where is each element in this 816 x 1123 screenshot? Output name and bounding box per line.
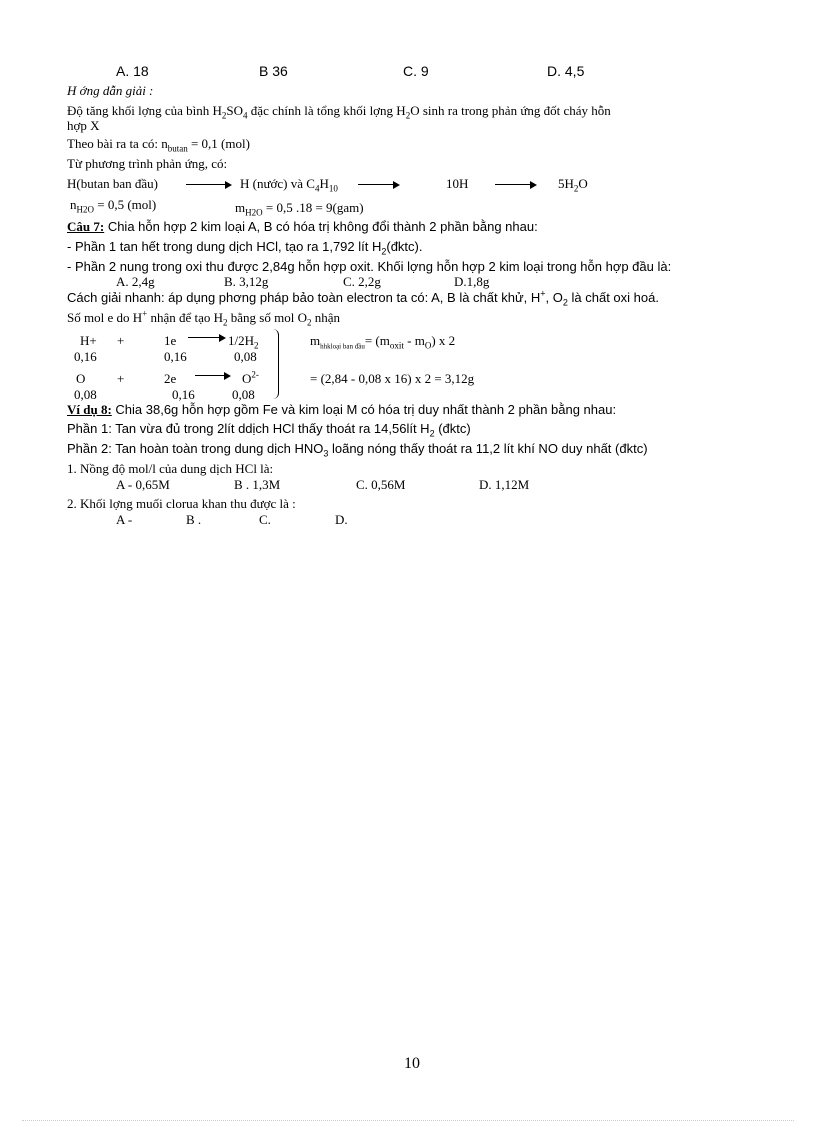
brace <box>272 329 279 399</box>
option-b: B 36 <box>259 63 288 79</box>
question-8-2: 2. Khối lợng muối clorua khan thu được là : <box>67 496 296 511</box>
footer-divider <box>22 1120 794 1121</box>
arrow-icon <box>186 184 230 185</box>
from-equation: Từ phương trình phản ứng, có: <box>67 156 228 171</box>
arrow-icon <box>188 337 224 338</box>
option-d: D. 4,5 <box>547 63 585 79</box>
eq-term-2: H (nước) và $C_4H_{10}$ <box>240 176 338 194</box>
question-7-part-2: - Phần 2 nung trong oxi thu được 2,84g hỗn hợp oxit. Khối lợng hỗn hợp 2 kim loại trong hỗn hợp đầu là: <box>67 259 672 274</box>
guide-paragraph-cont: hợp X <box>67 118 100 133</box>
quick-method: Cách giải nhanh: áp dụng phơng pháp bảo toàn electron ta có: A, B là chất khử, H+, $O_2$ là chất oxi hoá. <box>67 288 659 308</box>
arrow-icon <box>495 184 535 185</box>
water-moles: $n_{H2O} = 0,5$ (mol) <box>70 197 157 215</box>
react2-mol-2: 0,16 <box>172 387 195 402</box>
option-d: D. <box>335 512 348 527</box>
option-d: D. 1,12M <box>479 477 530 492</box>
electron-moles: Số mol e do H+ nhận để tạo $H_2$ bằng số mol $O_2$ nhận <box>67 308 340 328</box>
eq-term-4: $5H_2O$ <box>558 176 588 194</box>
guide-paragraph: Độ tăng khối lợng của bình $H_2SO_4$ đặc chính là tổng khối lợng $H_2O$ sinh ra trong phản ứng đốt cháy hỗn <box>67 103 611 121</box>
guide-title: H ớng dẫn giải : <box>67 83 154 98</box>
react1-mol-3: 0,08 <box>234 349 257 364</box>
react1-electron: 1e <box>164 333 177 348</box>
react2-mol-1: 0,08 <box>74 387 97 402</box>
eq-term-3: 10H <box>446 176 469 191</box>
option-a: A - 0,65M <box>116 477 170 492</box>
react1-product: $1/2H_2$ <box>228 333 259 351</box>
option-a: A. 2,4g <box>116 274 155 289</box>
react1-mol-1: 0,16 <box>74 349 97 364</box>
arrow-icon <box>195 375 229 376</box>
arrow-icon <box>358 184 398 185</box>
metal-mass-result: = (2,84 - 0,08 x 16) x 2 = 3,12g <box>310 371 475 386</box>
option-c: C. 0,56M <box>356 477 406 492</box>
react2-product: $O^{2-}$ <box>242 369 259 386</box>
example-8: Ví dụ 8: Chia 38,6g hỗn hợp gồm Fe và kim loại M có hóa trị duy nhất thành 2 phần bằng nhau: <box>67 402 617 417</box>
option-c: C. 9 <box>403 63 429 79</box>
react2-reactant: O <box>76 371 86 386</box>
water-mass: $m_{H2O} = 0,5$ .18 = 9(gam) <box>235 200 364 218</box>
react2-electron: 2e <box>164 371 177 386</box>
react1-plus: + <box>117 333 125 348</box>
option-d: D.1,8g <box>454 274 490 289</box>
question-7: Câu 7: Chia hỗn hợp 2 kim loại A, B có hóa trị không đổi thành 2 phần bằng nhau: <box>67 219 538 234</box>
option-b: B. 3,12g <box>224 274 269 289</box>
react1-mol-2: 0,16 <box>164 349 187 364</box>
given-moles: Theo bài ra ta có: $n_{butan} = 0,1$ (mol) <box>67 136 250 154</box>
question-7-part-1: - Phần 1 tan hết trong dung dịch HCl, tạo ra 1,792 lít $H_2(đktc)$. <box>67 239 423 257</box>
option-b: B . <box>186 512 202 527</box>
option-b: B . 1,3M <box>234 477 281 492</box>
react1-reactant: H+ <box>80 333 97 348</box>
option-a: A. 18 <box>116 63 149 79</box>
option-c: C. 2,2g <box>343 274 381 289</box>
question-8-1: 1. Nồng độ mol/l của dung dịch HCl là: <box>67 461 274 476</box>
example-8-part-2: Phần 2: Tan hoàn toàn trong dung dịch $HNO_3$ loãng nóng thấy thoát ra 11,2 lít khí NO duy nhất (đktc) <box>67 441 648 459</box>
page-number: 10 <box>404 1055 420 1072</box>
react2-plus: + <box>117 371 125 386</box>
react2-mol-3: 0,08 <box>232 387 255 402</box>
example-8-part-1: Phần 1: Tan vừa đủ trong 2lít ddịch HCl thấy thoát ra 14,56lít $H_2$ (đktc) <box>67 421 471 439</box>
eq-term-1: H(butan ban đầu) <box>67 176 158 191</box>
metal-mass-formula: $m_{hhkloại ban đầu}= (m_{oxit} - m_O)$ x 2 <box>310 333 456 351</box>
option-a: A - <box>116 512 133 527</box>
option-c: C. <box>259 512 271 527</box>
